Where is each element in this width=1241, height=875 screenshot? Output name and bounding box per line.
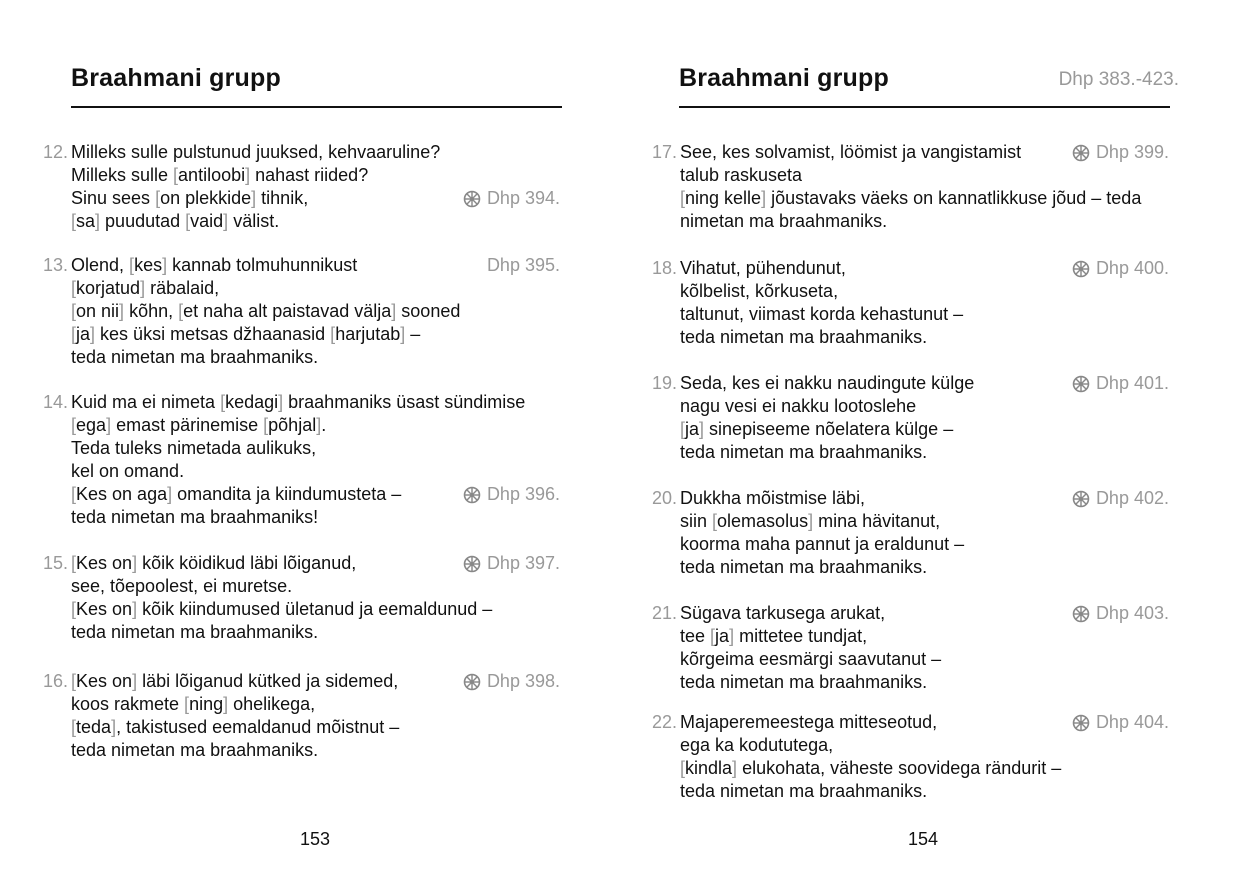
verse-text	[680, 487, 964, 579]
verse-line: see, tõepoolest, ei muretse.	[71, 576, 293, 596]
verse-line: [Kes on aga] omandita ja kiindumusteta –	[71, 484, 402, 504]
verse-reference	[1072, 141, 1169, 164]
verse-line: kõrgeima eesmärgi saavutanut –	[680, 649, 942, 669]
page-number: 154	[908, 829, 939, 849]
verse-number: 19.	[651, 373, 677, 393]
verse-line: Olend, [kes] kannab tolmuhunnikust	[71, 255, 358, 275]
verse-line: Majaperemeestega mitteseotud,	[680, 712, 938, 732]
verse-number: 13.	[42, 255, 68, 275]
verse-line: ega ka kodututega,	[680, 735, 834, 755]
verse-reference	[1072, 602, 1169, 625]
verse-line: teda nimetan ma braahmaniks.	[71, 740, 319, 760]
verse-text	[680, 602, 941, 694]
verse-line: nimetan ma braahmaniks.	[680, 211, 888, 231]
verse-line: kel on omand.	[71, 461, 185, 481]
reference-label: Dhp 400.	[1095, 258, 1169, 278]
verse-line: teda nimetan ma braahmaniks.	[71, 347, 319, 367]
verse-reference	[463, 552, 560, 575]
reference-label: Dhp 402.	[1095, 488, 1169, 508]
right-page	[609, 0, 1229, 875]
verse-block	[28, 254, 588, 369]
verse-line: koos rakmete [ning] ohelikega,	[71, 694, 316, 714]
verse-line: teda nimetan ma braahmaniks.	[71, 622, 319, 642]
dharma-wheel-icon	[463, 190, 481, 208]
verse-text	[71, 141, 440, 233]
verse-line: [ja] sinepiseeme nõelatera külge –	[680, 419, 954, 439]
reference-label: Dhp 397.	[486, 553, 560, 573]
dharma-wheel-icon	[463, 486, 481, 504]
verse-reference	[1072, 711, 1169, 734]
verse-number: 12.	[42, 142, 68, 162]
reference-label: Dhp 399.	[1095, 142, 1169, 162]
verse-block	[637, 602, 1197, 694]
verse-line: [on nii] kõhn, [et naha alt paistavad välja] sooned	[71, 301, 461, 321]
verse-number: 21.	[651, 603, 677, 623]
reference-label: Dhp 398.	[486, 671, 560, 691]
verse-block	[637, 711, 1197, 803]
dharma-wheel-icon	[1072, 714, 1090, 732]
verse-line: teda nimetan ma braahmaniks.	[680, 781, 928, 801]
verse-text	[680, 711, 1061, 803]
dharma-wheel-icon	[463, 673, 481, 691]
verse-line: Dukkha mõistmise läbi,	[680, 488, 866, 508]
verse-line: See, kes solvamist, löömist ja vangistamist	[680, 142, 1022, 162]
verse-number: 22.	[651, 712, 677, 732]
verse-block	[28, 391, 588, 529]
page-title: Braahmani grupp	[71, 64, 281, 92]
verse-line: Teda tuleks nimetada aulikuks,	[71, 438, 317, 458]
reference-label: Dhp 395.	[486, 255, 560, 275]
verse-number: 14.	[42, 392, 68, 412]
verse-line: [teda], takistused eemaldanud mõistnut –	[71, 717, 400, 737]
dharma-wheel-icon	[1072, 605, 1090, 623]
verse-reference	[463, 670, 560, 693]
dharma-wheel-icon	[1072, 260, 1090, 278]
dharma-wheel-icon	[463, 555, 481, 573]
header-rule	[679, 106, 1170, 108]
verse-line: nagu vesi ei nakku lootoslehe	[680, 396, 917, 416]
dharma-wheel-icon	[1072, 490, 1090, 508]
verse-text	[71, 254, 460, 369]
verse-line: kõlbelist, kõrkuseta,	[680, 281, 839, 301]
reference-label: Dhp 396.	[486, 484, 560, 504]
verse-line: Vihatut, pühendunut,	[680, 258, 846, 278]
verse-line: koorma maha pannut ja eraldunut –	[680, 534, 965, 554]
verse-block	[28, 552, 588, 644]
verse-line: tee [ja] mittetee tundjat,	[680, 626, 868, 646]
verse-line: teda nimetan ma braahmaniks.	[680, 672, 928, 692]
verse-line: Seda, kes ei nakku naudingute külge	[680, 373, 975, 393]
verse-text	[71, 552, 492, 644]
verse-block	[637, 141, 1197, 233]
verse-block	[637, 487, 1197, 579]
verse-line: [sa] puudutad [vaid] välist.	[71, 211, 280, 231]
verse-text	[71, 670, 399, 762]
verse-text	[71, 391, 525, 529]
verse-line: [Kes on] läbi lõiganud kütked ja sidemed,	[71, 671, 399, 691]
verse-number: 15.	[42, 553, 68, 573]
verse-number: 16.	[42, 671, 68, 691]
verse-line: teda nimetan ma braahmaniks!	[71, 507, 319, 527]
verse-line: [ega] emast pärinemise [põhjal].	[71, 415, 327, 435]
verse-block	[637, 372, 1197, 464]
verse-line: siin [olemasolus] mina hävitanut,	[680, 511, 941, 531]
verse-reference	[1072, 257, 1169, 280]
reference-label: Dhp 401.	[1095, 373, 1169, 393]
verse-block	[28, 141, 588, 233]
verse-line: Sügava tarkusega arukat,	[680, 603, 886, 623]
reference-label: Dhp 404.	[1095, 712, 1169, 732]
verse-line: [korjatud] räbalaid,	[71, 278, 220, 298]
reference-label: Dhp 403.	[1095, 603, 1169, 623]
verse-number: 20.	[651, 488, 677, 508]
left-page	[0, 0, 620, 875]
verse-reference	[463, 187, 560, 210]
verse-reference	[487, 254, 560, 277]
verse-reference	[463, 483, 560, 506]
verse-reference	[1072, 487, 1169, 510]
verse-line: teda nimetan ma braahmaniks.	[680, 442, 928, 462]
verse-line: Milleks sulle [antiloobi] nahast riided?	[71, 165, 369, 185]
verse-line: talub raskuseta	[680, 165, 803, 185]
verse-line: teda nimetan ma braahmaniks.	[680, 327, 928, 347]
page-title: Braahmani grupp	[679, 64, 889, 92]
verse-line: taltunut, viimast korda kehastunut –	[680, 304, 964, 324]
verse-text	[680, 257, 963, 349]
verse-number: 18.	[651, 258, 677, 278]
verse-line: [Kes on] kõik köidikud läbi lõiganud,	[71, 553, 357, 573]
verse-line: Milleks sulle pulstunud juuksed, kehvaaruline?	[71, 142, 441, 162]
verse-block	[28, 670, 588, 762]
verse-line: [Kes on] kõik kiindumused ületanud ja eemaldunud –	[71, 599, 493, 619]
verse-line: [ja] kes üksi metsas džhaanasid [harjutab] –	[71, 324, 421, 344]
verse-reference	[1072, 372, 1169, 395]
verse-block	[637, 257, 1197, 349]
dharma-wheel-icon	[1072, 144, 1090, 162]
header-reference: Dhp 383.-423.	[1058, 69, 1179, 90]
page-number: 153	[300, 829, 331, 849]
verse-number: 17.	[651, 142, 677, 162]
verse-line: Kuid ma ei nimeta [kedagi] braahmaniks üsast sündimise	[71, 392, 526, 412]
verse-line: [ning kelle] jõustavaks väeks on kannatlikkuse jõud – teda	[680, 188, 1142, 208]
verse-line: Sinu sees [on plekkide] tihnik,	[71, 188, 309, 208]
reference-label: Dhp 394.	[486, 188, 560, 208]
verse-line: teda nimetan ma braahmaniks.	[680, 557, 928, 577]
verse-text	[680, 372, 974, 464]
verse-line: [kindla] elukohata, väheste soovidega rändurit –	[680, 758, 1062, 778]
dharma-wheel-icon	[1072, 375, 1090, 393]
header-rule	[71, 106, 562, 108]
